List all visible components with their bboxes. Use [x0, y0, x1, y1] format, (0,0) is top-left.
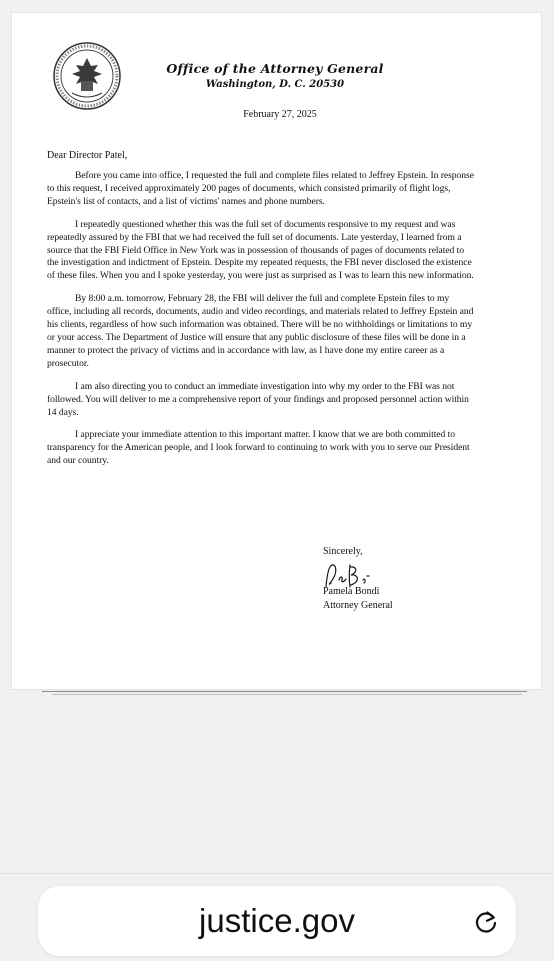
- letterhead: [110, 60, 440, 92]
- page-bottom-rule: [42, 691, 527, 692]
- signer-title: Attorney General: [323, 600, 393, 611]
- browser-toolbar: [0, 873, 554, 961]
- letterhead-office: Office of the Attorney General: [166, 61, 384, 76]
- paragraph-request: Before you came into office, I requested the full and complete files related to Jeffrey Epstein. In response to this request, I received approximately 200 pages of documents, which consisted primarily of flight logs, Epstein's list of contacts, and a list of victims' names and phone numbers.: [47, 170, 474, 207]
- paragraph-closing: I appreciate your immediate attention to this important matter. I know that we are both committed to transparency for the American people, and I look forward to continuing to work with you to serve our President and our country.: [47, 429, 470, 467]
- letter-body: [47, 170, 475, 478]
- paragraph-discovery: I repeatedly questioned whether this was the full set of documents responsive to my request and was repeatedly assured by the FBI that we had received the full set of documents. Late yesterday, I learned from a source that the FBI Field Office in New York was in possession of thousands of pages of documents related to the investigation and indictment of Epstein. Despite my repeated requests, the FBI never disclosed the existence of these files. When you and I spoke yesterday, you were just as surprised as I was to learn this new information.: [47, 218, 474, 282]
- address-bar[interactable]: [38, 886, 516, 956]
- paragraph-deadline: By 8:00 a.m. tomorrow, February 28, the FBI will deliver the full and complete Epstein files to my office, including all records, documents, audio and video recordings, and materials related to Jeffrey Epstein and his clients, regardless of how such information was obtained. There will be no withholdings or limitations to my or your access. The Department of Justice will ensure that any public disclosure of these files will be done in a manner to protect the privacy of victims and in accordance with law, as I have done my entire career as a prosecutor.: [47, 293, 474, 369]
- signature-block: [323, 545, 443, 613]
- paragraph-investigation: I am also directing you to conduct an immediate investigation into why my order to the FBI was not followed. You will deliver to me a comprehensive report of your findings and proposed personnel action within 14 days.: [47, 380, 469, 418]
- reload-icon[interactable]: [472, 908, 500, 936]
- url-text[interactable]: justice.gov: [199, 902, 355, 939]
- signer-name: Pamela Bondi: [323, 586, 380, 597]
- closing: Sincerely,: [323, 546, 363, 557]
- salutation: Dear Director Patel,: [47, 150, 128, 161]
- letter-date: February 27, 2025: [243, 109, 317, 120]
- letterhead-city: Washington, D. C. 20530: [205, 79, 345, 90]
- page-bottom-rule-secondary: [52, 694, 522, 695]
